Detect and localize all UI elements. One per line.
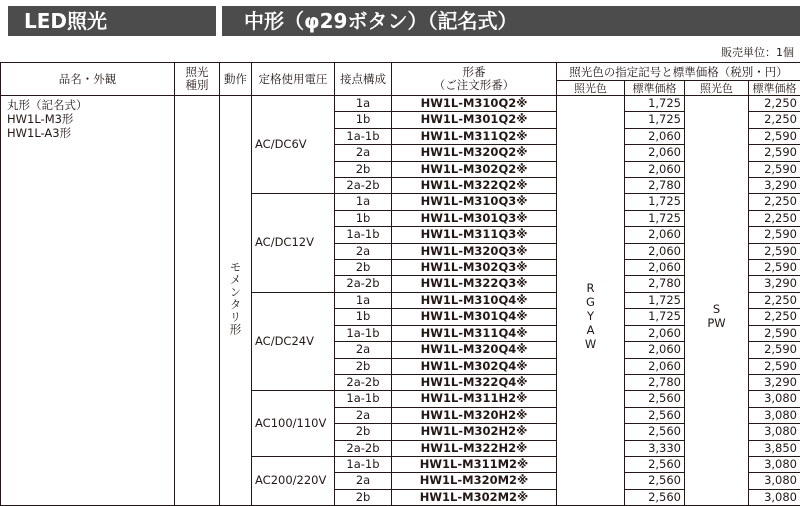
price-2-cell: 3,290	[749, 178, 800, 194]
price-2-cell: 3,080	[749, 489, 800, 505]
col-color-1: 照光色	[557, 81, 625, 96]
model-cell: HW1L-M311Q4※	[392, 325, 557, 341]
contact-cell: 2a	[335, 342, 392, 358]
model-cell: HW1L-M302Q4※	[392, 358, 557, 374]
price-1-cell: 2,060	[625, 325, 685, 341]
model-cell: HW1L-M302Q2※	[392, 161, 557, 177]
price-2-cell: 2,250	[749, 292, 800, 308]
voltage-cell: AC/DC6V	[252, 96, 335, 194]
col-price-2: 標準価格	[749, 81, 800, 96]
sales-unit-note: 販売単位：1個	[721, 46, 794, 60]
page-header	[0, 0, 800, 42]
price-1-cell: 1,725	[625, 194, 685, 210]
model-cell: HW1L-M301Q2※	[392, 112, 557, 128]
model-cell: HW1L-M302H2※	[392, 424, 557, 440]
price-2-cell: 2,590	[749, 128, 800, 144]
price-2-cell: 3,290	[749, 374, 800, 390]
price-1-cell: 2,060	[625, 260, 685, 276]
color-code: G	[584, 295, 598, 309]
color-group-2-cell	[685, 96, 749, 506]
contact-cell: 1b	[335, 309, 392, 325]
price-1-cell: 2,560	[625, 424, 685, 440]
price-1-cell: 2,560	[625, 407, 685, 423]
model-cell: HW1L-M302M2※	[392, 489, 557, 505]
model-cell: HW1L-M311Q3※	[392, 227, 557, 243]
price-2-cell: 2,590	[749, 342, 800, 358]
model-cell: HW1L-M310Q4※	[392, 292, 557, 308]
price-1-cell: 1,725	[625, 96, 685, 112]
price-1-cell: 1,725	[625, 292, 685, 308]
contact-cell: 2b	[335, 161, 392, 177]
price-2-cell: 2,590	[749, 260, 800, 276]
product-name: 丸形（記名式）	[7, 98, 174, 112]
contact-cell: 2b	[335, 424, 392, 440]
model-cell: HW1L-M302Q3※	[392, 260, 557, 276]
col-price-1: 標準価格	[625, 81, 685, 96]
col-voltage: 定格使用電圧	[252, 63, 335, 96]
price-2-cell: 2,590	[749, 227, 800, 243]
model-cell: HW1L-M311H2※	[392, 391, 557, 407]
price-2-cell: 3,080	[749, 407, 800, 423]
contact-cell: 1b	[335, 210, 392, 226]
price-2-cell: 2,250	[749, 112, 800, 128]
model-cell: HW1L-M320Q2※	[392, 145, 557, 161]
price-1-cell: 2,060	[625, 145, 685, 161]
model-cell: HW1L-M310Q3※	[392, 194, 557, 210]
model-cell: HW1L-M311M2※	[392, 456, 557, 472]
operation-cell	[220, 96, 252, 506]
category-title: LED照光	[8, 6, 216, 36]
price-2-cell: 2,590	[749, 325, 800, 341]
table-row	[1, 96, 800, 112]
price-2-cell: 3,080	[749, 424, 800, 440]
product-model1: HW1L-M3形	[7, 112, 174, 126]
price-1-cell: 2,060	[625, 128, 685, 144]
model-cell: HW1L-M320H2※	[392, 407, 557, 423]
contact-cell: 2a-2b	[335, 178, 392, 194]
color-code: A	[584, 323, 598, 337]
model-cell: HW1L-M310Q2※	[392, 96, 557, 112]
price-1-cell: 2,060	[625, 358, 685, 374]
col-product: 品名・外観	[1, 63, 175, 96]
model-cell: HW1L-M322Q2※	[392, 178, 557, 194]
price-1-cell: 2,560	[625, 473, 685, 489]
model-cell: HW1L-M320Q3※	[392, 243, 557, 259]
contact-cell: 1a-1b	[335, 456, 392, 472]
col-light-type: 照光 種別	[175, 63, 220, 96]
color-code: PW	[707, 316, 725, 330]
price-2-cell: 2,590	[749, 243, 800, 259]
model-cell: HW1L-M320M2※	[392, 473, 557, 489]
model-cell: HW1L-M322H2※	[392, 440, 557, 456]
contact-cell: 1a-1b	[335, 391, 392, 407]
price-1-cell: 2,060	[625, 227, 685, 243]
col-price-group: 照光色の指定記号と標準価格（税別・円）	[557, 63, 800, 81]
voltage-cell: AC200/220V	[252, 456, 335, 505]
price-2-cell: 2,250	[749, 309, 800, 325]
voltage-cell: AC/DC24V	[252, 292, 335, 390]
price-2-cell: 2,590	[749, 358, 800, 374]
contact-cell: 2a	[335, 407, 392, 423]
light-type-cell	[175, 96, 220, 506]
price-1-cell: 2,060	[625, 243, 685, 259]
contact-cell: 1a	[335, 292, 392, 308]
col-color-2: 照光色	[685, 81, 749, 96]
model-cell: HW1L-M320Q4※	[392, 342, 557, 358]
col-model: 形番 （ご注文形番）	[392, 63, 557, 96]
col-operation: 動作	[220, 63, 252, 96]
color-group-1-cell	[557, 96, 625, 506]
model-cell: HW1L-M311Q2※	[392, 128, 557, 144]
price-2-cell: 2,250	[749, 194, 800, 210]
voltage-cell: AC100/110V	[252, 391, 335, 457]
contact-cell: 2b	[335, 358, 392, 374]
contact-cell: 1a-1b	[335, 227, 392, 243]
price-2-cell: 3,080	[749, 456, 800, 472]
price-2-cell: 2,250	[749, 210, 800, 226]
price-1-cell: 2,560	[625, 391, 685, 407]
contact-cell: 1a-1b	[335, 325, 392, 341]
model-cell: HW1L-M322Q3※	[392, 276, 557, 292]
price-2-cell: 3,080	[749, 391, 800, 407]
price-1-cell: 2,780	[625, 374, 685, 390]
contact-cell: 2a-2b	[335, 440, 392, 456]
price-2-cell: 2,590	[749, 145, 800, 161]
contact-cell: 2a-2b	[335, 374, 392, 390]
model-cell: HW1L-M322Q4※	[392, 374, 557, 390]
operation-value: モメンタリ形	[229, 261, 243, 336]
price-2-cell: 3,850	[749, 440, 800, 456]
price-1-cell: 2,780	[625, 178, 685, 194]
price-table	[0, 62, 800, 506]
product-cell	[1, 96, 175, 506]
price-1-cell: 3,330	[625, 440, 685, 456]
color-code: R	[584, 281, 598, 295]
color-code: S	[707, 302, 725, 316]
product-model2: HW1L-A3形	[7, 126, 174, 140]
section-title: 中形（φ29ボタン）（記名式）	[222, 6, 800, 36]
price-1-cell: 1,725	[625, 112, 685, 128]
contact-cell: 2a-2b	[335, 276, 392, 292]
price-1-cell: 1,725	[625, 210, 685, 226]
contact-cell: 2b	[335, 260, 392, 276]
contact-cell: 1a	[335, 96, 392, 112]
price-2-cell: 3,080	[749, 473, 800, 489]
contact-cell: 1a-1b	[335, 128, 392, 144]
contact-cell: 1a	[335, 194, 392, 210]
contact-cell: 2b	[335, 489, 392, 505]
price-1-cell: 1,725	[625, 309, 685, 325]
price-1-cell: 2,560	[625, 489, 685, 505]
price-1-cell: 2,780	[625, 276, 685, 292]
price-2-cell: 2,590	[749, 161, 800, 177]
contact-cell: 2a	[335, 473, 392, 489]
price-2-cell: 3,290	[749, 276, 800, 292]
price-1-cell: 2,060	[625, 342, 685, 358]
col-contact: 接点構成	[335, 63, 392, 96]
color-code: W	[584, 337, 598, 351]
voltage-cell: AC/DC12V	[252, 194, 335, 292]
price-1-cell: 2,060	[625, 161, 685, 177]
contact-cell: 2a	[335, 145, 392, 161]
price-2-cell: 2,250	[749, 96, 800, 112]
contact-cell: 1b	[335, 112, 392, 128]
model-cell: HW1L-M301Q3※	[392, 210, 557, 226]
contact-cell: 2a	[335, 243, 392, 259]
price-1-cell: 2,560	[625, 456, 685, 472]
color-code: Y	[584, 309, 598, 323]
model-cell: HW1L-M301Q4※	[392, 309, 557, 325]
table-body	[1, 96, 800, 506]
